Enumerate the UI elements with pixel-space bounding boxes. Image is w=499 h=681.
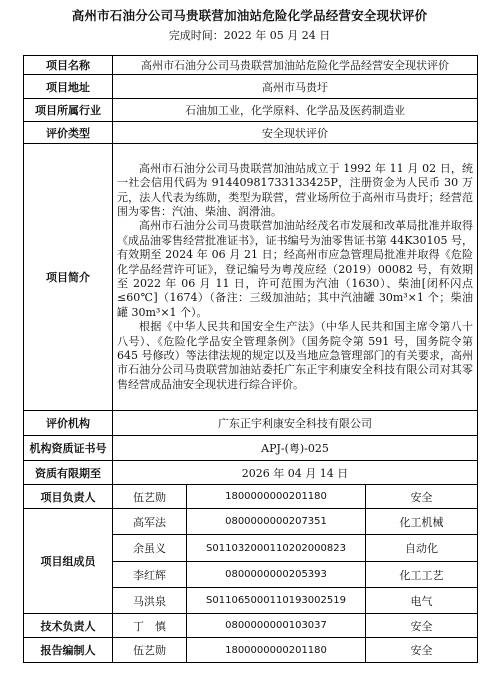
tech-name: 丁 慎 [113, 614, 187, 638]
tech-cert: 0800000000103037 [187, 614, 366, 638]
row-cert [24, 436, 478, 461]
row-member-1 [24, 509, 478, 535]
member-1-cert: 0800000000207351 [187, 509, 366, 535]
agency-value: 广东正宇利康安全科技有限公司 [113, 411, 478, 436]
row-eval-type [24, 122, 478, 144]
member-4-cert: S011065000110193002519 [187, 588, 366, 614]
leader-name: 伍艺勋 [113, 485, 187, 509]
report-cert: 1800000000201180 [187, 638, 366, 663]
leader-label: 项目负责人 [24, 485, 113, 509]
member-4-name: 马洪泉 [113, 588, 187, 614]
row-leader [24, 485, 478, 509]
member-2-field: 自动化 [366, 535, 478, 562]
row-intro [24, 144, 478, 411]
row-project-address [24, 75, 478, 99]
agency-label: 评价机构 [24, 411, 113, 436]
completion-date: 完成时间：2022 年 05 月 24 日 [168, 29, 331, 42]
member-3-name: 李红辉 [113, 562, 187, 588]
eval-type-value: 安全现状评价 [113, 122, 478, 144]
row-agency [24, 411, 478, 436]
member-3-cert: 0800000000205393 [187, 562, 366, 588]
member-3-field: 化工工艺 [366, 562, 478, 588]
intro-paragraph-1: 高州市石油分公司马贵联营加油站成立于 1992 年 11 月 02 日，统一社会信用代码为 91440981733133425P，注册资金为人民币 30 万元，法人代表为练勋，类型为联营，营业场所位于高州市马贵圩；经营范围为零售：汽油、柴油、润滑油。 [117, 161, 474, 218]
intro-label: 项目简介 [24, 144, 113, 411]
project-name-value: 高州市石油分公司马贵联营加油站危险化学品经营安全现状评价 [113, 56, 478, 75]
cert-label: 机构资质证书号 [24, 436, 113, 461]
leader-cert: 1800000000201180 [187, 485, 366, 509]
member-1-name: 高军法 [113, 509, 187, 535]
intro-paragraph-2: 高州市石油分公司马贵联营加油站经茂名市发展和改革局批准并取得《成品油零售经营批准证书》，证书编号为油零售证书第 44K30105 号，有效期至 2024 年 06 月 21 日；经高州市应急管理局批准并取得《危险化学品经营许可证》，登记编号为粤茂应经（2019）00082 号，有效期至 2022 年 06 月 11 日，许可范围为汽油（1630）、柴油[闭杯闪点≤60℃]（1674）（备注：三级加油站；其中汽油罐 30m³×1 个；柴油罐 30m³×1 个）。 [117, 219, 474, 319]
project-address-value: 高州市马贵圩 [113, 75, 478, 99]
industry-value: 石油加工业，化学原料、化学品及医药制造业 [113, 99, 478, 122]
eval-type-label: 评价类型 [24, 122, 113, 144]
project-name-label: 项目名称 [24, 56, 113, 75]
document-title: 高州市石油分公司马贵联营加油站危险化学品经营安全现状评价 [71, 8, 428, 23]
member-2-name: 余虽义 [113, 535, 187, 562]
tech-label: 技术负责人 [24, 614, 113, 638]
tech-field: 安全 [366, 614, 478, 638]
row-tech [24, 614, 478, 638]
member-2-cert: S011032000110202000823 [187, 535, 366, 562]
members-label: 项目组成员 [24, 509, 113, 614]
industry-label: 项目所属行业 [24, 99, 113, 122]
member-4-field: 电气 [366, 588, 478, 614]
report-name: 伍艺勋 [113, 638, 187, 663]
row-report [24, 638, 478, 663]
cert-value: APJ-(粤)-025 [113, 436, 478, 461]
valid-value: 2026 年 04 月 14 日 [113, 461, 478, 485]
evaluation-info-table [23, 55, 478, 663]
intro-paragraph-3: 根据《中华人民共和国安全生产法》（中华人民共和国主席令第八十八号）、《危险化学品安全管理条例》（国务院令第 591 号，国务院令第 645 号修改）等法律法规的规定以及当地应急管理部门的有关要求，高州市石油分公司马贵联营加油站委托广东正宇利康安全科技有限公司对其零售经营成品油安全现状进行综合评价。 [117, 320, 474, 391]
row-project-name [24, 56, 478, 75]
intro-text [113, 144, 478, 411]
valid-label: 资质有限期至 [24, 461, 113, 485]
report-field: 安全 [366, 638, 478, 663]
leader-field: 安全 [366, 485, 478, 509]
member-1-field: 化工机械 [366, 509, 478, 535]
report-label: 报告编制人 [24, 638, 113, 663]
row-industry [24, 99, 478, 122]
project-address-label: 项目地址 [24, 75, 113, 99]
row-validity [24, 461, 478, 485]
